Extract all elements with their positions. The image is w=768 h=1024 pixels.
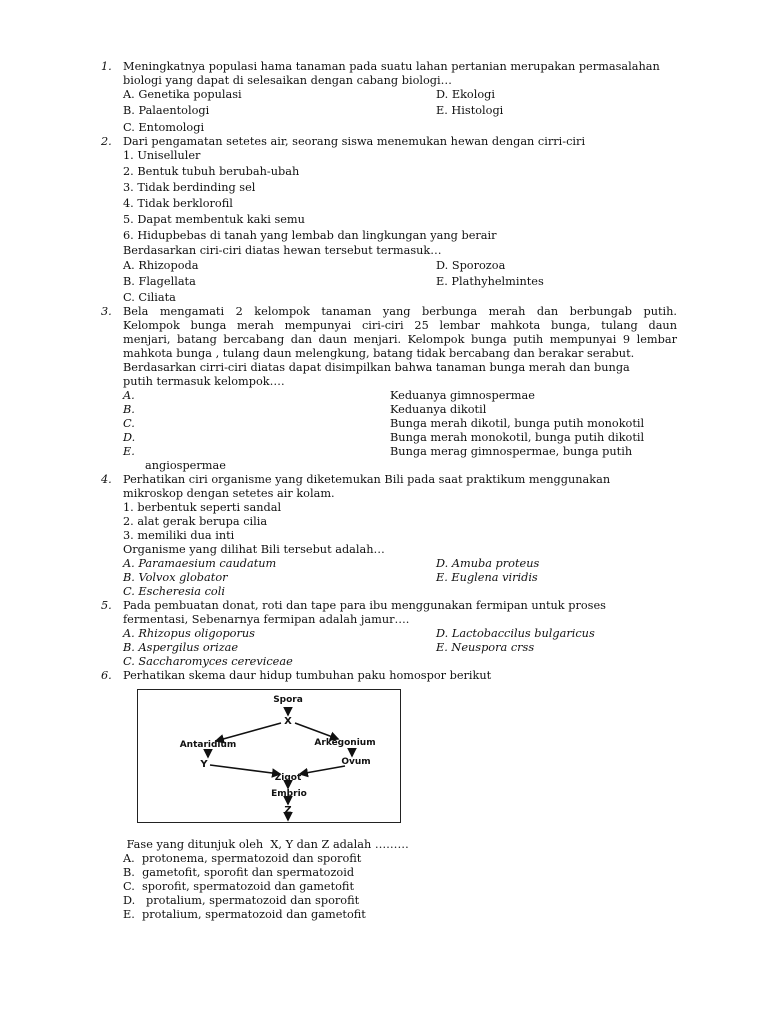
q1-option-c: C. Entomologi xyxy=(123,121,205,134)
z-label: Z xyxy=(284,805,292,816)
spora-label: Spora xyxy=(273,695,303,705)
q6-option-d: D. protalium, spermatozoid dan sporofit xyxy=(123,894,360,907)
q2-item: 3. Tidak berdinding sel xyxy=(123,181,256,194)
q2-option-b: B. Flagellata xyxy=(123,275,196,288)
q2-question: Berdasarkan ciri-ciri diatas hewan tersebut termasuk… xyxy=(123,244,442,257)
q2-item: 6. Hidupbebas di tanah yang lembab dan lingkungan yang berair xyxy=(123,229,497,242)
q3-option-letter: B. xyxy=(123,403,135,416)
q5-option-a: A. Rhizopus oligoporus xyxy=(123,627,255,640)
q4-option-b: B. Volvox globator xyxy=(123,571,228,584)
q2-option-a: A. Rhizopoda xyxy=(123,259,199,272)
q4-item: 3. memiliki dua inti xyxy=(123,529,235,542)
y-label: Y xyxy=(200,759,208,770)
q4-option-a: A. Paramaesium caudatum xyxy=(123,557,277,570)
q3-option-letter: A. xyxy=(123,389,135,402)
q1-number: 1. xyxy=(101,60,112,73)
q6-text: Perhatikan skema daur hidup tumbuhan paku homospor berikut xyxy=(123,669,492,682)
q6-option-a: A. protonema, spermatozoid dan sporofit xyxy=(123,852,362,865)
q1-option-a: A. Genetika populasi xyxy=(123,88,242,101)
q6-question: Fase yang ditunjuk oleh X, Y dan Z adalah ……… xyxy=(123,838,409,851)
q2-option-c: C. Ciliata xyxy=(123,291,176,304)
q5-option-c: C. Saccharomyces cereviceae xyxy=(123,655,293,668)
q4-number: 4. xyxy=(101,473,112,486)
q3-text: Bela mengamati 2 kelompok tanaman yang berbunga merah dan berbungab putih. xyxy=(123,305,677,318)
q6-option-b: B. gametofit, sporofit dan spermatozoid xyxy=(123,866,355,879)
q4-item: 1. berbentuk seperti sandal xyxy=(123,501,282,514)
ovum-label: Ovum xyxy=(341,757,371,767)
q2-option-d: D. Sporozoa xyxy=(436,259,506,272)
zigot-label: Zigot xyxy=(274,773,302,783)
q4-text: mikroskop dengan setetes air kolam. xyxy=(123,487,335,500)
arrow xyxy=(300,766,345,774)
q2-item: 5. Dapat membentuk kaki semu xyxy=(123,213,305,226)
arkegonium-label: Arkegonium xyxy=(314,738,376,748)
fern-life-cycle-diagram xyxy=(137,689,401,823)
q2-option-e: E. Plathyhelmintes xyxy=(436,275,544,288)
q4-text: Perhatikan ciri organisme yang diketemukan Bili pada saat praktikum menggunakan xyxy=(123,473,611,486)
q4-option-e: E. Euglena viridis xyxy=(436,571,538,584)
q3-text: menjari, batang bercabang dan daun menjari. Kelompok bunga putih mempunyai 9 lembar xyxy=(123,333,677,346)
q2-text: Dari pengamatan setetes air, seorang siswa menemukan hewan dengan cirri-ciri xyxy=(123,135,586,148)
q6-number: 6. xyxy=(101,669,112,682)
arrow xyxy=(210,765,280,774)
q5-option-d: D. Lactobaccilus bulgaricus xyxy=(436,627,595,640)
q1-option-d: D. Ekologi xyxy=(436,88,495,101)
arrow xyxy=(295,723,338,739)
arrow xyxy=(216,723,281,741)
q3-text: Kelompok bunga merah mempunyai ciri-ciri 25 lembar mahkota bunga, tulang daun xyxy=(123,319,677,332)
q1-option-b: B. Palaentologi xyxy=(123,104,210,117)
q1-text: biologi yang dapat di selesaikan dengan cabang biologi… xyxy=(123,74,452,87)
q5-option-b: B. Aspergilus orizae xyxy=(123,641,239,654)
q5-text: fermentasi, Sebenarnya fermipan adalah jamur…. xyxy=(123,613,410,626)
q6-option-e: E. protalium, spermatozoid dan gametofit xyxy=(123,908,366,921)
q3-option-letter: D. xyxy=(123,431,136,444)
q6-option-c: C. sporofit, spermatozoid dan gametofit xyxy=(123,880,355,893)
q3-option: Bunga merag gimnospermae, bunga putih xyxy=(390,445,633,458)
q5-number: 5. xyxy=(101,599,112,612)
q2-item: 1. Uniselluler xyxy=(123,149,201,162)
q4-item: 2. alat gerak berupa cilia xyxy=(123,515,268,528)
q4-question: Organisme yang dilihat Bili tersebut adalah… xyxy=(123,543,385,556)
q3-text: mahkota bunga , tulang daun melengkung, batang tidak bercabang dan berakar serabut. xyxy=(123,347,635,360)
q3-number: 3. xyxy=(101,305,112,318)
q3-option: Keduanya gimnospermae xyxy=(390,389,535,402)
x-label: X xyxy=(284,716,292,727)
q5-text: Pada pembuatan donat, roti dan tape para ibu menggunakan fermipan untuk proses xyxy=(123,599,606,612)
q3-option-letter: E. xyxy=(123,445,135,458)
q2-item: 2. Bentuk tubuh berubah-ubah xyxy=(123,165,300,178)
q3-option: Bunga merah dikotil, bunga putih monokotil xyxy=(390,417,645,430)
q4-option-c: C. Escheresia coli xyxy=(123,585,225,598)
q4-option-d: D. Amuba proteus xyxy=(436,557,540,570)
q3-text: Berdasarkan cirri-ciri diatas dapat disimpilkan bahwa tanaman bunga merah dan bunga xyxy=(123,361,630,374)
q3-option: Keduanya dikotil xyxy=(390,403,487,416)
q1-text: Meningkatnya populasi hama tanaman pada suatu lahan pertanian merupakan permasalahan xyxy=(123,60,660,73)
q1-option-e: E. Histologi xyxy=(436,104,504,117)
q2-number: 2. xyxy=(101,135,112,148)
q3-option: Bunga merah monokotil, bunga putih dikotil xyxy=(390,431,645,444)
q3-option-continued: angiospermae xyxy=(145,459,226,472)
antheridium-label: Antaridium xyxy=(179,740,237,750)
q3-option-letter: C. xyxy=(123,417,135,430)
q3-text: putih termasuk kelompok…. xyxy=(123,375,285,388)
q2-item: 4. Tidak berklorofil xyxy=(123,197,233,210)
embrio-label: Embrio xyxy=(271,789,307,799)
q5-option-e: E. Neuspora crss xyxy=(436,641,535,654)
